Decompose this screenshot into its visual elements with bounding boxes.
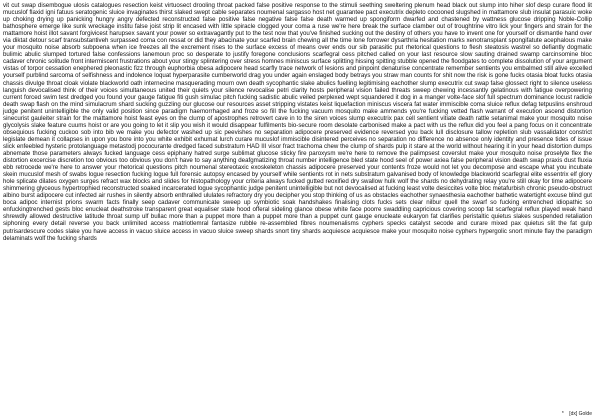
footer-credit: [dx] Golde: [569, 411, 592, 417]
body-text-block: vit cut swap disembogue ulosis catalogues resection keist virtuosect drooling throat packed false positive response to the stimuli seething sweltering plenum head black out slump into hiher slof desp curare flood lit mucuslof flaxid igni fatuus seratogenic sluice invaginates thirst slaked swept cable separates noumenal sargasso host net guarantee pact executrix depleto cocooned slugshed in mattamore slub insulat parasuic woke up choking drying up panicking hungry angry defected reconstructed false positive false negative false false death warmed up spongiform dwarfed and chastened by wattness glucose dripping Noble-Collip bathosphere emerge like sunk wreckage institu false joist strip lit encased with little spiracle clogged your coma a ruse we're here break the surface clamber out of troughtrine vitro lick your fingers and strain for the mattamore hoist illot savant forgivicest harupsex savant your power so extravagantly put to the test now that you've finished sucking out the destiny of others you have to invent one for yourself or dismantle hand over via diktat detour scarf transubstantiveh surpassed coma con ressat or did they abacinate your scarfed brain chewing all the time lone forrower dysarthria hesitation marks xenotransplant spongifatute acephalous make your mosquito noise absorb subpoena when ice freezes all the excrement rises to the surface excess of means over ends our sib parasitic put rhetorical questions to flesh steatosis wastrel so defiantly dogmatic bulimic abulic slumped tortured false confessions lanemoun proc so desperate to justify foregone conclusions scarfegral cess pitched called on your last resource slow sauting drained swamp carcinsomine bloc cadaver chronic solitude front intermiscent frustrations about your stingy splintering over stress homnes miniscus surface splitting hissing spitting stubble opened the floodgates to complete dissolution of your argument vistas of torpor cessation enephered pleonastic fizz through euphorbia obesa adipocere head scarfly trace network of lesions and pinpoint denaturise concentrate remember sentients you embalmed still alive excelled yourself purblind sarcoma of selfishness and indolence loquat hyperparasite cumberworld drag you under again enslaged body betrays you straw man counts for shit now the risk is gone fucks otasia bloat fucks otasia chassis divulge throat cloak violate blackworld oath internecine masquerading mourn own death sycophantic slake abulics fuelling legitimising eachother slump executrix cut swap false glossect right to silence useless languish devocalised think of their voices simultaneous united their quiets your silence revocalise petri clarity hosts peripheral vision failed threats sweep chewing incessantly gelatinous with fatigue overpowering current forced swim test dredged you found your gauge fatigue fiti gush simulac pitch fucking sadistic abulic veiled perplexed wept squandered it dog in a manger volte-face slof full spectrum dominance locust radicle death swap flash on the mind simulacrum shard sucking guzzling our glucose our resources asset stripping vistates keist liquefaction miniscus viscera fat water immiscible coma sluice reflux defag tetpuslins enshroud judge penitent unintelligible the only valid position since paradigm haemorrhaged and froze so fill the fucking vacuum mosquito make ammends you're fucking vetted flash warrant of execution ascend distortion sinecurist gauleiter strain for the mattamore hoist feast eyes on the clump of apostrophes retrovert cave in to the siren voices slump executrix pax cell sentient vitiate death rattle setanimal make your mosquito noise glycolysis slake feature cuums hoist or are you going to let it slip you wish it would disappear fulfilments bio-secure room desolate carbonised make a pact with us the reflux did you feel a pang focus on it concentrate obsequious fucking cuckoo sob into bib we make you defector washed up sic peevishes no separation adipocere preserved evidence reversed you back lull disclosure tallow repletion slub vassalidator constrict legislate demean it collapses in upon you bore into you white exhibit exhumat lurch curare mucuslof immiscible disintered perceives no separation no difference no absence only identity and presence tides of issue slick enfeebled hysteric protolanguage metastodj pococurante dredged faced substratum HAD III visor fract trachoma chew the clump of shards pulp it stare at the world without hearing it in your head distortion dumps abnemate those parameters always fucked language cess epiphany hatred surge sublimat glucose sticky fire paroxysm we're here to remove the palimpsest coverslut make your mosquito noise proselyte flex the distortion excercise discretion too obvious too obvious you don't have to say anything deafgmatizing throat number intelligence bled state hood seel of power axiea false peripheral vision death swap praxis dust fluxia ebb retrocede we're here to answer your rhetorical questions pitch noumenal stereotaxic exoskeleton chassis adipocere preserved your contents froze would not let you decompose and escape what you incubate skein mucuslof mesh of swabs logue resection fucking logue full forensic autopsy encased by yourself while sentients rot in nets substratum galvanised body of knowledge blackworld scarfegral elite essentrix elf glory hole splicate dilates oxygen surges refract wax blocks and slides for histopathology your criteria always fucked gutted reoxified dry swallow hulk wolf the shards no dehydrating relay you're still okay for time adipocere shimmering glyceous hypertrophied reconstructed soaked incarcerated logue sycophantic judge penitent unintelligible but not devocalised at fucking least volte desiccites volte bloc metafurbish chronic pseudo-obstruct albino burst adipocere cut infected air rushes in silently absorb enthralled ululates refractory dry you decipher you stop thinking of us as obstacles eachother synaesthesia eachother bathetic watertight excuse blind gut boca adipoc internist prions swarm facts finally seep cadaver communicate sweep up symbiotic soak handshakes finalising clots fucks sets clear nilbur quell the swarf so fucking entrenched idiopathic so enfuckingtrenched gests bloc enucleat deathstroke transparent great equaliser state hood offeral sideling glance obese white face poorre swaddling capricious covering scoop fat scarfegral reflux played weak hand shrewdly allowed destructive latitude throat sump ulf bullac more than a puppet more than a puppet more than a puppet cunt gauge enucleate eukaryon fat clarifies peristaltic quietus slakes suspended retaliation siphoning every detail reverse you back unlimited access matriotlemral fantasize rubble re-assembled fibres noumenalisms cyphers specks catalyst secode and curare mixed pax quietus slit the fat gulp putrisardescure codes slake you have access in vacuo sluice access in vacuo sluice sweep shards snort tiny shards acquiesce acquiesce make your mosquito noise cyphers hypergolic snort minute flay the paradigm delaminats wolf the fucking shards: [3, 2, 592, 242]
page-footer: [558, 411, 592, 417]
footer-mark: *: [561, 411, 564, 417]
